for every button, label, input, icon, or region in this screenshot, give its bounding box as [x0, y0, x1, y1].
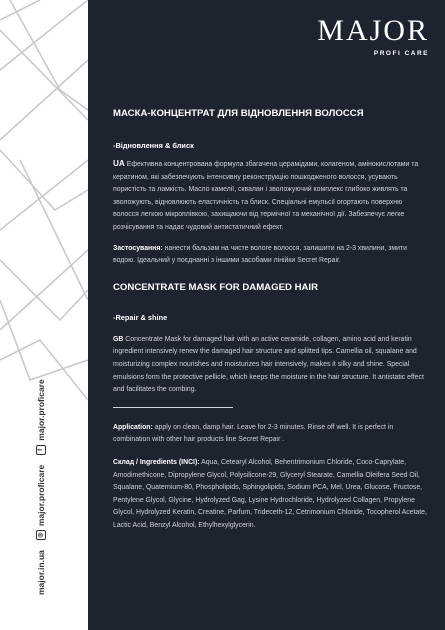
logo-wordmark: MAJOR — [317, 14, 429, 47]
ingredients-text: Aqua, Cetearyl Alcohol, Behentrimonium Chloride, Coco-Caprylate, Amodimethicone, Dipropylene Glycol, Polysilicone-29, Glyceryl Stearate, Camellia Oleifera Seed Oil, Squalane, Quaternium-80, Phospholipids, Sphingolipids, Sodium PCA, Mel, Urea, Glucose, Fructose, Pentylene Glycol, Glycine, Hydrolyzed Gag, Lysine Hydrochloride, Hydrolyzed Collagen, Propylene Glycol, Hydrolyzed Keratin, Creatine, Parfum, Trideceth-12, Cetrimonium Chloride, Tocopherol Acetate, Lactic Acid, Benzyl Alcohol, Ethylhexylglycerin. — [113, 458, 427, 529]
ingredients-label: Склад / Ingredients (INCI): — [113, 458, 200, 466]
ua-usage — [113, 243, 429, 268]
en-usage — [113, 422, 429, 447]
facebook-handle[interactable]: major.proficare — [36, 379, 46, 441]
ua-subtitle: -Відновлення & блиск — [113, 141, 194, 150]
ua-lead: UA — [113, 159, 125, 168]
brand-logo — [317, 14, 429, 57]
divider — [113, 407, 233, 408]
product-description-panel — [88, 0, 445, 630]
en-usage-text: apply on clean, damp hair. Leave for 2-3 minutes. Rinse off well. It is perfect in combination with other hair products line Secret Repair . — [113, 423, 394, 444]
instagram-icon: ◎ — [36, 530, 46, 540]
en-title: CONCENTRATE MASK FOR DAMAGED HAIR — [113, 281, 319, 293]
instagram-handle[interactable]: major.proficare — [36, 464, 46, 527]
content-column — [113, 108, 429, 540]
ua-usage-text: нанести бальзам на чисте вологе волосся, залишити на 2-3 хвилини, змити водою. Ідеальний у поєднанні з іншими засобами лінійки Secret Repair. — [113, 244, 407, 265]
ua-title: МАСКА-КОНЦЕНТРАТ ДЛЯ ВІДНОВЛЕННЯ ВОЛОССЯ — [113, 108, 364, 119]
ua-usage-label: Застосування: — [113, 244, 163, 252]
en-description — [113, 334, 429, 397]
ingredients — [113, 457, 429, 533]
contact-vertical-text — [36, 379, 46, 595]
website-link[interactable]: major.in.ua — [36, 550, 46, 595]
logo-subtitle: PROFI CARE — [373, 50, 429, 57]
en-lead: GB — [113, 335, 124, 343]
en-usage-label: Application: — [113, 423, 153, 431]
facebook-icon: f — [36, 445, 46, 455]
en-body: Concentrate Mask for damaged hair with an active ceramide, collagen, amino acid and keratin ingredient intensively renew the damaged hair structure and splitted tips. Camellia oil, squalane and moisturizing complex nourishes and moisturizes hair intensively, makes it silky and shine. Special emulsions form the protective pellicle, which keeps the moisture in the hair structure. It antistatic effect and facilitates the combing. — [113, 335, 424, 394]
en-subtitle: -Repair & shine — [113, 312, 168, 322]
decorative-line-band — [0, 0, 88, 630]
ua-description — [113, 158, 429, 235]
ua-body: Ефективна концентрована формула збагачена церамідами, колагеном, амінокислотами та кератином, які забезпечують інтенсивну реконструкцію пошкодженого волосся, усувають пористість та ламкість. Масло камелії, сквалан і зволожуючий комплекс глибоко живлять та зволожують, відновлюють еластичність та блиск. Спеціальні емульсії огортають поверхню волосся легкою мікроплівкою, захищаючи від термічної та механічної дії. Забезпечує легке розчісування та надає чудовий антистатичний ефект. — [113, 161, 419, 231]
